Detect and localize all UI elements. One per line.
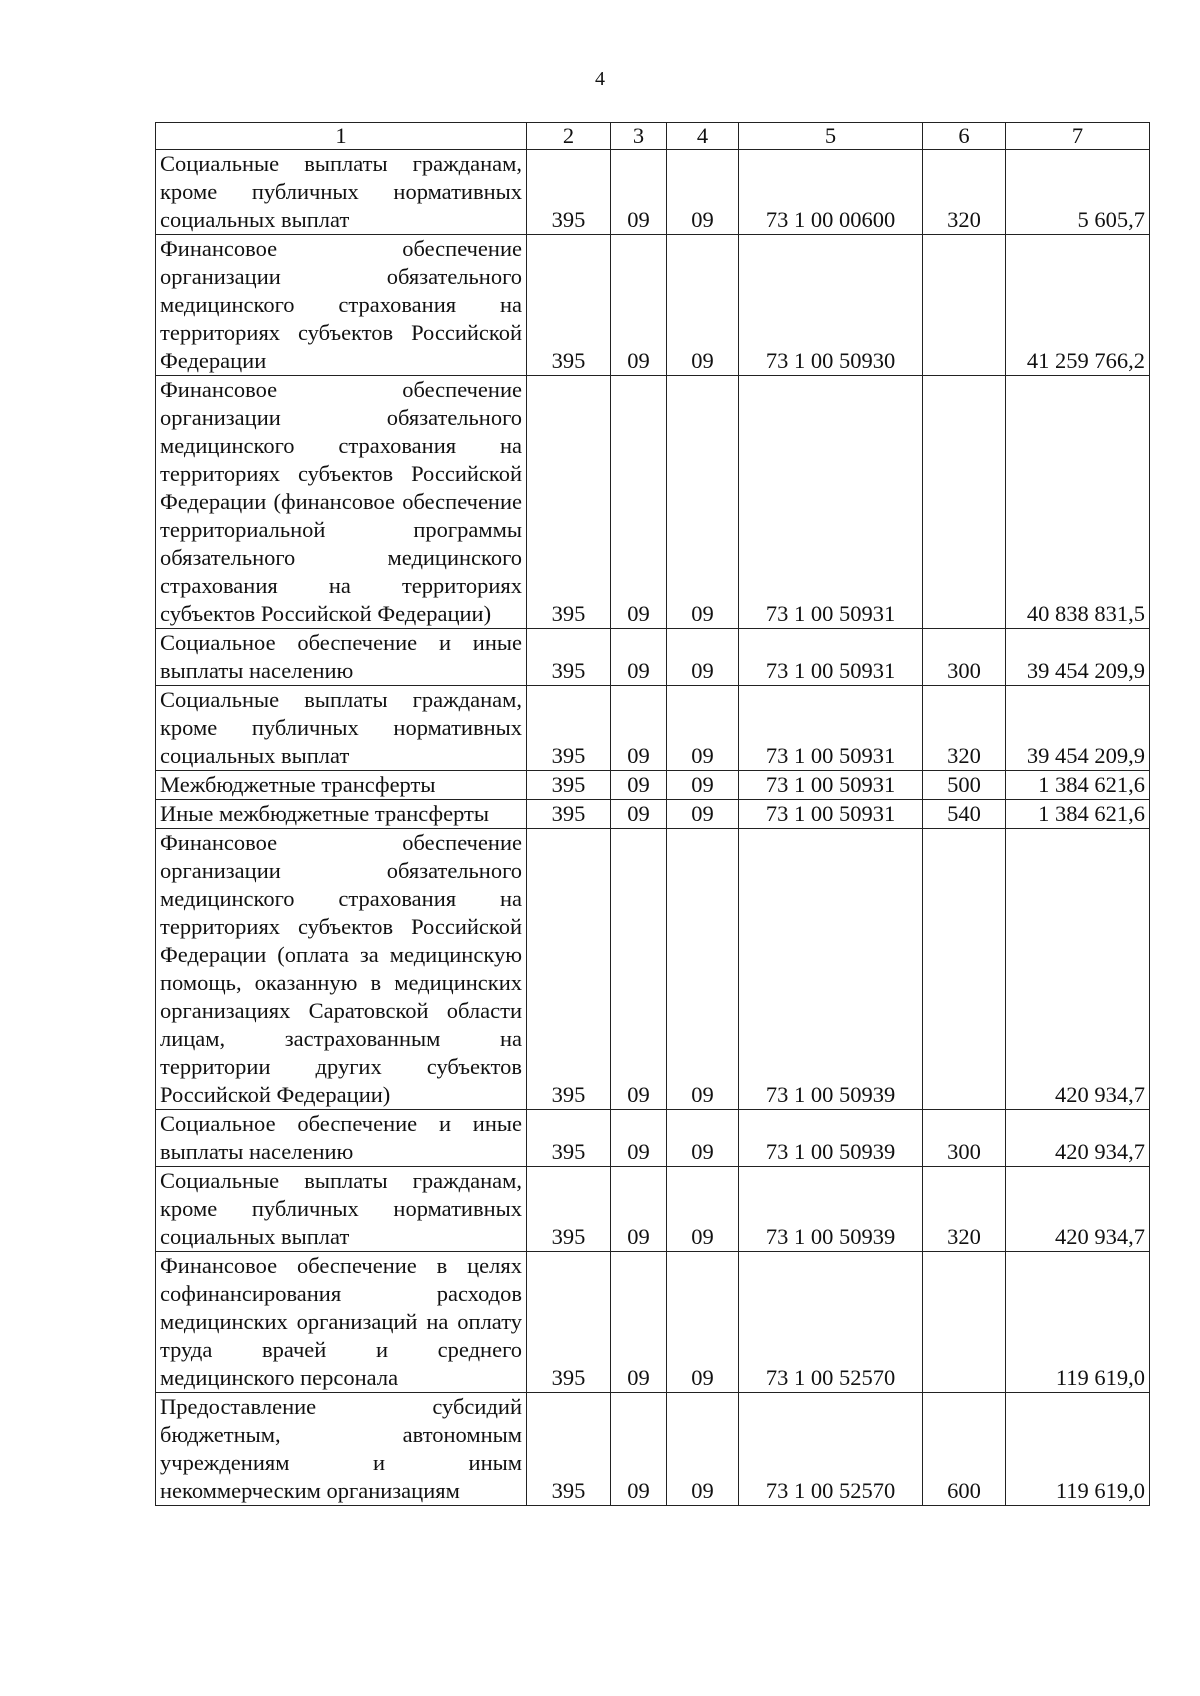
row-subsection-code: 09: [667, 686, 739, 771]
row-section-code: 09: [611, 1252, 667, 1393]
row-amount: 41 259 766,2: [1006, 235, 1150, 376]
row-expense-type-code: 320: [923, 686, 1006, 771]
table-row: [156, 771, 1150, 800]
row-name: Социальные выплаты гражданам, кроме публичных нормативных социальных выплат: [156, 150, 527, 235]
row-section-code: 09: [611, 629, 667, 686]
row-subsection-code: 09: [667, 376, 739, 629]
row-subsection-code: 09: [667, 1252, 739, 1393]
row-amount: 39 454 209,9: [1006, 686, 1150, 771]
table-header-row: [156, 123, 1150, 150]
column-header: 4: [667, 123, 739, 150]
row-name: Иные межбюджетные трансферты: [156, 800, 527, 829]
table-row: [156, 800, 1150, 829]
row-name: Финансовое обеспечение организации обязательного медицинского страхования на территориях субъектов Российской Федерации: [156, 235, 527, 376]
row-section-code: 09: [611, 1167, 667, 1252]
table-row: [156, 1252, 1150, 1393]
row-name: Финансовое обеспечение в целях софинансирования расходов медицинских организаций на оплату труда врачей и среднего медицинского персонала: [156, 1252, 527, 1393]
row-section-code: 09: [611, 150, 667, 235]
budget-table: [155, 122, 1150, 1506]
row-department-code: 395: [527, 376, 611, 629]
row-name: Социальное обеспечение и иные выплаты населению: [156, 1110, 527, 1167]
row-amount: 420 934,7: [1006, 1167, 1150, 1252]
row-section-code: 09: [611, 235, 667, 376]
row-expense-type-code: 320: [923, 1167, 1006, 1252]
row-expense-type-code: [923, 1252, 1006, 1393]
row-target-item-code: 73 1 00 50931: [739, 800, 923, 829]
row-section-code: 09: [611, 686, 667, 771]
row-target-item-code: 73 1 00 50939: [739, 1110, 923, 1167]
row-expense-type-code: 600: [923, 1393, 1006, 1506]
row-department-code: 395: [527, 1252, 611, 1393]
table-row: [156, 150, 1150, 235]
row-expense-type-code: [923, 235, 1006, 376]
row-section-code: 09: [611, 829, 667, 1110]
row-target-item-code: 73 1 00 52570: [739, 1393, 923, 1506]
row-subsection-code: 09: [667, 150, 739, 235]
table-row: [156, 1393, 1150, 1506]
table-row: [156, 829, 1150, 1110]
column-header: 2: [527, 123, 611, 150]
table-row: [156, 235, 1150, 376]
row-target-item-code: 73 1 00 50931: [739, 771, 923, 800]
row-name: Межбюджетные трансферты: [156, 771, 527, 800]
row-amount: 420 934,7: [1006, 829, 1150, 1110]
row-department-code: 395: [527, 1393, 611, 1506]
row-name: Финансовое обеспечение организации обязательного медицинского страхования на территориях субъектов Российской Федерации (оплата за медицинскую помощь, оказанную в медицинских организациях Саратовской области лицам, застрахованным на территории других субъектов Российской Федерации): [156, 829, 527, 1110]
row-department-code: 395: [527, 235, 611, 376]
row-target-item-code: 73 1 00 50930: [739, 235, 923, 376]
row-section-code: 09: [611, 800, 667, 829]
row-expense-type-code: 540: [923, 800, 1006, 829]
row-subsection-code: 09: [667, 1167, 739, 1252]
row-subsection-code: 09: [667, 1110, 739, 1167]
row-subsection-code: 09: [667, 629, 739, 686]
page-number: 4: [595, 68, 605, 90]
row-subsection-code: 09: [667, 771, 739, 800]
row-target-item-code: 73 1 00 50931: [739, 629, 923, 686]
row-name: Социальное обеспечение и иные выплаты населению: [156, 629, 527, 686]
row-subsection-code: 09: [667, 1393, 739, 1506]
row-target-item-code: 73 1 00 52570: [739, 1252, 923, 1393]
table-row: [156, 629, 1150, 686]
row-department-code: 395: [527, 771, 611, 800]
row-target-item-code: 73 1 00 50939: [739, 829, 923, 1110]
column-header: 3: [611, 123, 667, 150]
row-name: Финансовое обеспечение организации обязательного медицинского страхования на территориях субъектов Российской Федерации (финансовое обеспечение территориальной программы обязательного медицинского страхования на территориях субъектов Российской Федерации): [156, 376, 527, 629]
table-row: [156, 1110, 1150, 1167]
row-expense-type-code: 320: [923, 150, 1006, 235]
column-header: 7: [1006, 123, 1150, 150]
row-department-code: 395: [527, 150, 611, 235]
row-department-code: 395: [527, 629, 611, 686]
row-name: Предоставление субсидий бюджетным, автономным учреждениям и иным некоммерческим организациям: [156, 1393, 527, 1506]
row-name: Социальные выплаты гражданам, кроме публичных нормативных социальных выплат: [156, 1167, 527, 1252]
row-amount: 119 619,0: [1006, 1252, 1150, 1393]
row-department-code: 395: [527, 1110, 611, 1167]
row-name: Социальные выплаты гражданам, кроме публичных нормативных социальных выплат: [156, 686, 527, 771]
row-target-item-code: 73 1 00 00600: [739, 150, 923, 235]
column-header: 6: [923, 123, 1006, 150]
row-expense-type-code: 300: [923, 1110, 1006, 1167]
table-row: [156, 376, 1150, 629]
row-amount: 5 605,7: [1006, 150, 1150, 235]
row-subsection-code: 09: [667, 800, 739, 829]
row-target-item-code: 73 1 00 50931: [739, 686, 923, 771]
row-section-code: 09: [611, 771, 667, 800]
row-department-code: 395: [527, 829, 611, 1110]
row-amount: 39 454 209,9: [1006, 629, 1150, 686]
column-header: 5: [739, 123, 923, 150]
row-amount: 420 934,7: [1006, 1110, 1150, 1167]
column-header: 1: [156, 123, 527, 150]
row-section-code: 09: [611, 1110, 667, 1167]
row-subsection-code: 09: [667, 829, 739, 1110]
row-amount: 40 838 831,5: [1006, 376, 1150, 629]
row-expense-type-code: [923, 376, 1006, 629]
row-subsection-code: 09: [667, 235, 739, 376]
row-amount: 1 384 621,6: [1006, 771, 1150, 800]
table-row: [156, 1167, 1150, 1252]
row-expense-type-code: 500: [923, 771, 1006, 800]
table-row: [156, 686, 1150, 771]
row-expense-type-code: [923, 829, 1006, 1110]
row-target-item-code: 73 1 00 50931: [739, 376, 923, 629]
row-expense-type-code: 300: [923, 629, 1006, 686]
row-section-code: 09: [611, 376, 667, 629]
row-target-item-code: 73 1 00 50939: [739, 1167, 923, 1252]
row-section-code: 09: [611, 1393, 667, 1506]
row-department-code: 395: [527, 1167, 611, 1252]
row-department-code: 395: [527, 686, 611, 771]
row-amount: 1 384 621,6: [1006, 800, 1150, 829]
row-amount: 119 619,0: [1006, 1393, 1150, 1506]
row-department-code: 395: [527, 800, 611, 829]
